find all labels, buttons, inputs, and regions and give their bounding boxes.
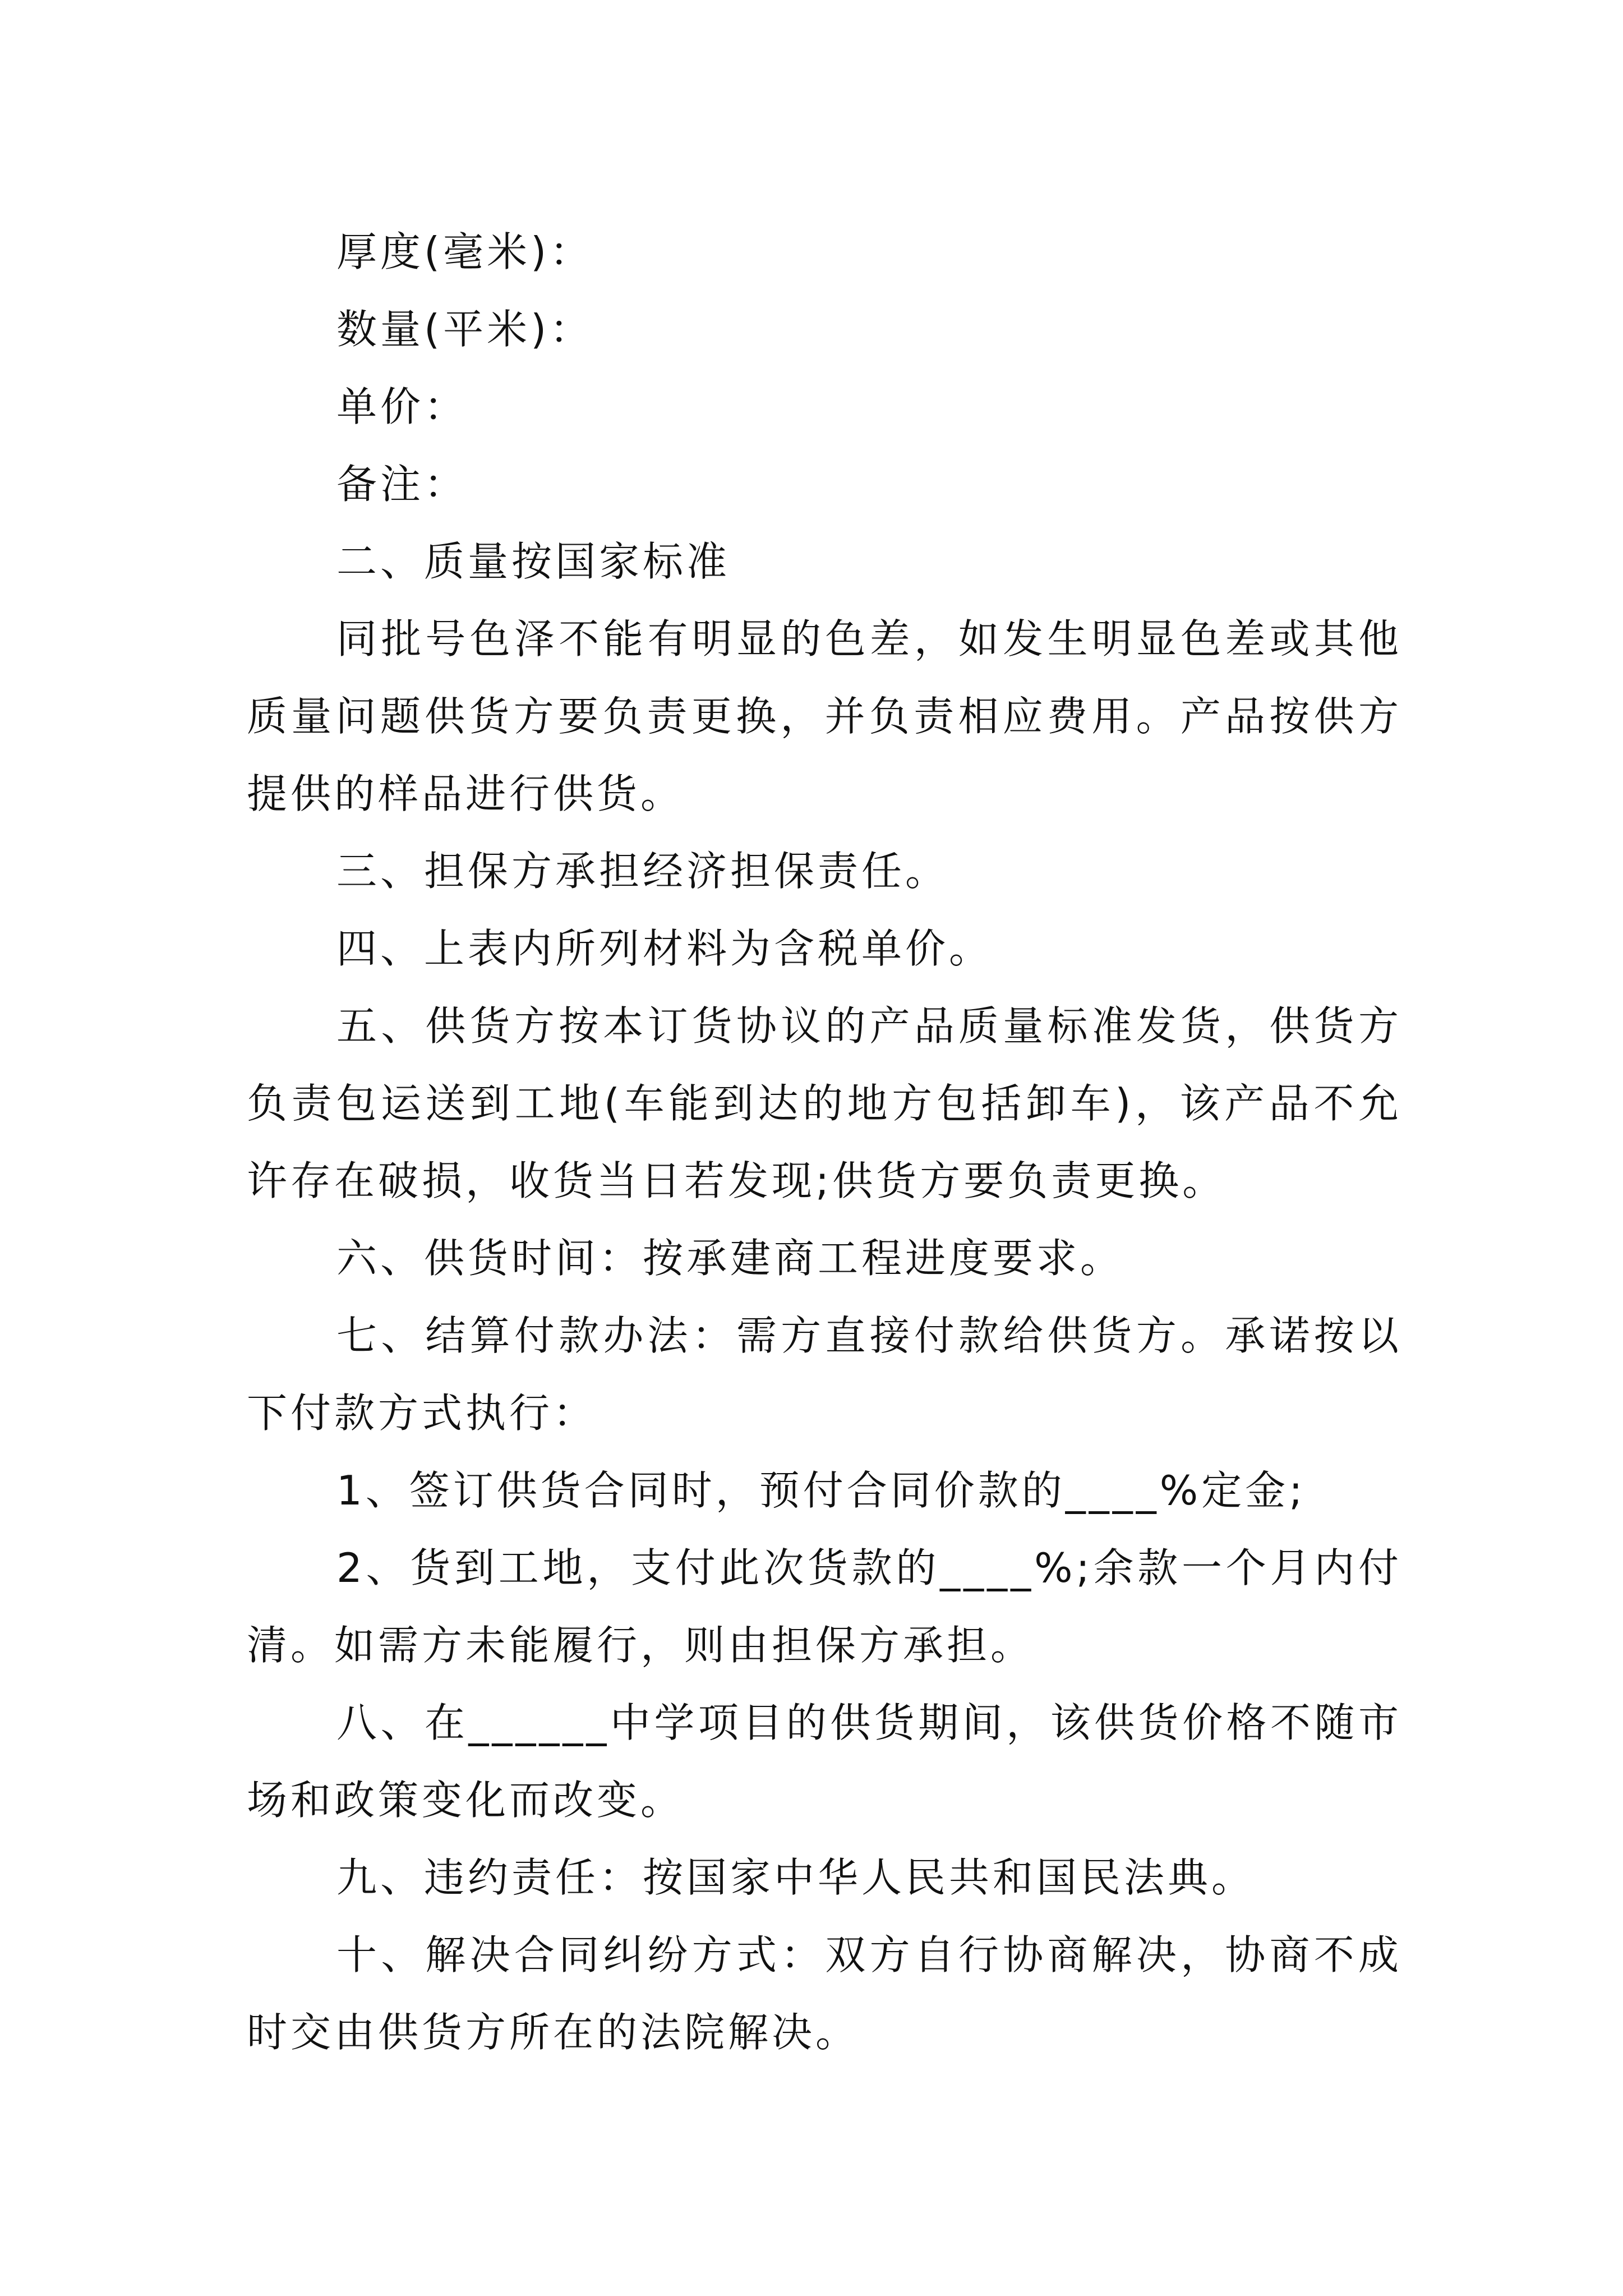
- clause-2-text: 同批号色泽不能有明显的色差，如发生明显色差或其他质量问题供货方要负责更换，并负责相应费用。产品按供方提供的样品进行供货。: [247, 615, 1402, 817]
- clause-7: 七、结算付款办法：需方直接付款给供货方。承诺按以下付款方式执行：: [247, 1312, 1402, 1437]
- remarks-field: 备注：: [336, 461, 468, 508]
- document-body: [247, 213, 1402, 2071]
- clause-6: 六、供货时间：按承建商工程进度要求。: [336, 1235, 1124, 1282]
- quantity-field: 数量(平米)：: [336, 306, 594, 353]
- unit-price-field: 单价：: [336, 383, 468, 430]
- clause-7-item-2: 2、货到工地，支付此次货款的____%;余款一个月内付清。如需方未能履行，则由担保方承担。: [247, 1544, 1402, 1669]
- clause-4: 四、上表内所列材料为含税单价。: [336, 925, 993, 972]
- clause-5: 五、供货方按本订货协议的产品质量标准发货，供货方负责包运送到工地(车能到达的地方包括卸车)，该产品不允许存在破损，收货当日若发现;供货方要负责更换。: [247, 1002, 1402, 1204]
- clause-9: 九、违约责任：按国家中华人民共和国民法典。: [336, 1854, 1256, 1901]
- clause-3: 三、担保方承担经济担保责任。: [336, 848, 949, 895]
- clause-7-item-1: 1、签订供货合同时，预付合同价款的____%定金;: [336, 1467, 1306, 1514]
- clause-10: 十、解决合同纠纷方式：双方自行协商解决，协商不成时交由供货方所在的法院解决。: [247, 1931, 1402, 2056]
- thickness-field: 厚度(毫米)：: [336, 228, 594, 275]
- clause-2-heading: 二、质量按国家标准: [336, 538, 731, 585]
- clause-8: 八、在______中学项目的供货期间，该供货价格不随市场和政策变化而改变。: [247, 1699, 1402, 1824]
